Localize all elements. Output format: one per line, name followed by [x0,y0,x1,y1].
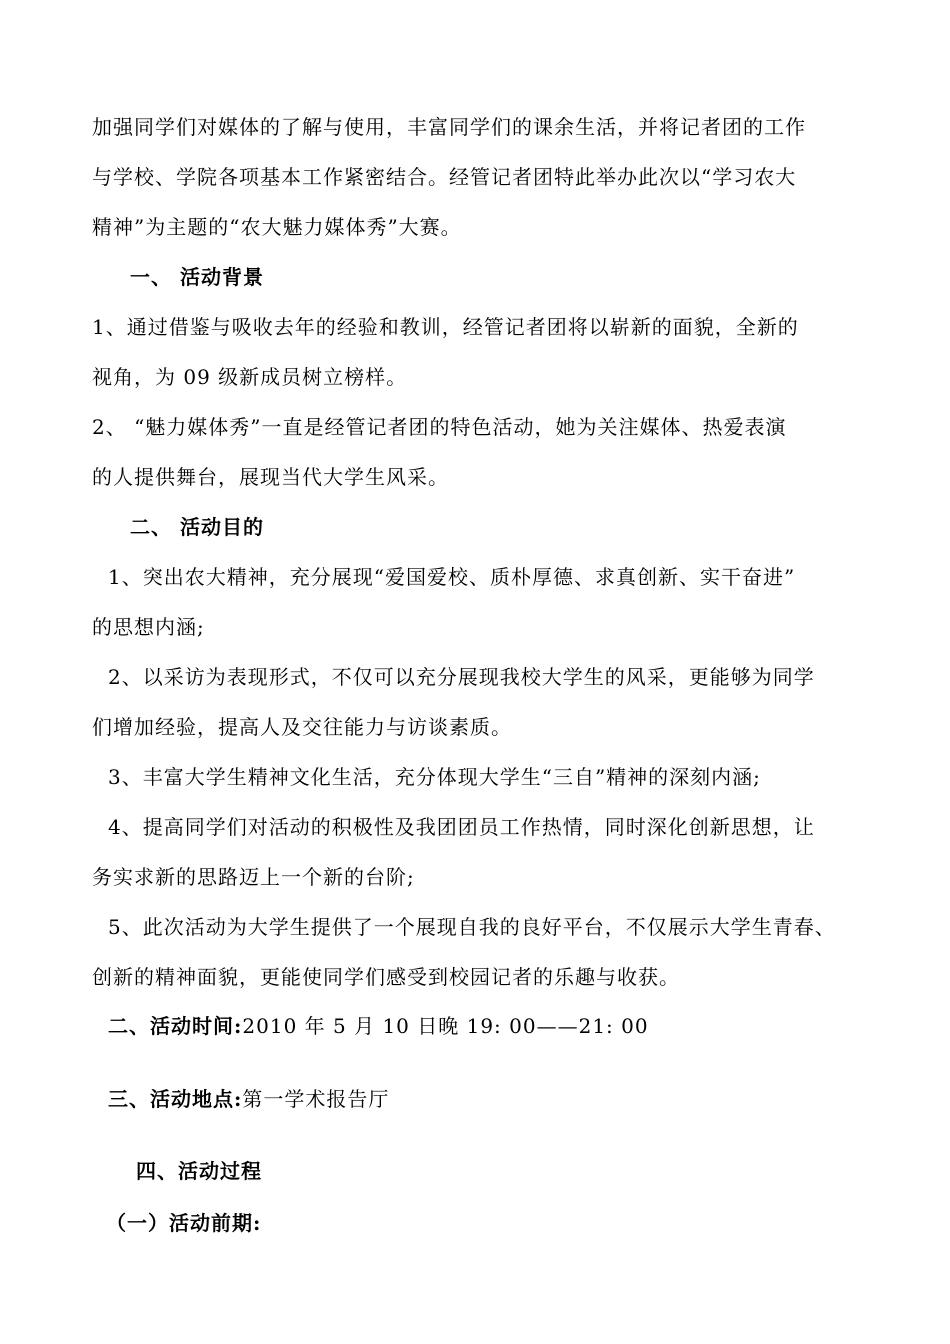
intro-line-2: 与学校、学院各项基本工作紧密结合。经管记者团特此举办此次以“学习农大 [92,165,797,189]
purpose-item-5-line-2: 创新的精神面貌，更能使同学们感受到校园记者的乐趣与收获。 [92,965,680,989]
purpose-item-4-line-2: 务实求新的思路迈上一个新的台阶; [92,865,415,889]
time-row [108,1013,649,1039]
place-row [108,1086,389,1112]
place-label: 三、活动地点: [108,1087,243,1111]
purpose-heading: 二、 活动目的 [130,515,264,539]
purpose-item-1-line-2: 的思想内涵; [92,615,205,639]
time-value: 2010 年 5 月 10 日晚 19: 00——21: 00 [242,1014,649,1038]
purpose-item-1-line-1: 1、突出农大精神，充分展现“爱国爱校、质朴厚德、求真创新、实干奋进” [108,565,796,589]
intro-line-1: 加强同学们对媒体的了解与使用，丰富同学们的课余生活，并将记者团的工作 [92,115,806,139]
purpose-item-3-line-1: 3、丰富大学生精神文化生活，充分体现大学生“三自”精神的深刻内涵; [108,765,761,789]
time-label: 二、活动时间: [108,1014,243,1038]
process-heading: 四、活动过程 [136,1159,262,1183]
purpose-item-4-line-1: 4、提高同学们对活动的积极性及我团团员工作热情，同时深化创新思想，让 [108,815,815,839]
intro-line-3: 精神”为主题的“农大魅力媒体秀”大赛。 [92,215,462,239]
purpose-item-2-line-2: 们增加经验，提高人及交往能力与访谈素质。 [92,715,512,739]
background-heading: 一、 活动背景 [130,265,264,289]
purpose-item-2-line-1: 2、以采访为表现形式，不仅可以充分展现我校大学生的风采，更能够为同学 [108,665,815,689]
background-item-1-line-1: 1、通过借鉴与吸收去年的经验和教训，经管记者团将以崭新的面貌，全新的 [92,315,799,339]
purpose-item-5-line-1: 5、此次活动为大学生提供了一个展现自我的良好平台，不仅展示大学生青春、 [108,915,836,939]
background-item-2-line-2: 的人提供舞台，展现当代大学生风采。 [92,465,449,489]
process-sub-1: （一）活动前期: [106,1211,262,1235]
background-item-1-line-2: 视角，为 09 级新成员树立榜样。 [92,365,408,389]
background-item-2-line-1: 2、 “魅力媒体秀”一直是经管记者团的特色活动，她为关注媒体、热爱表演 [92,415,787,439]
place-value: 第一学术报告厅 [242,1087,390,1111]
